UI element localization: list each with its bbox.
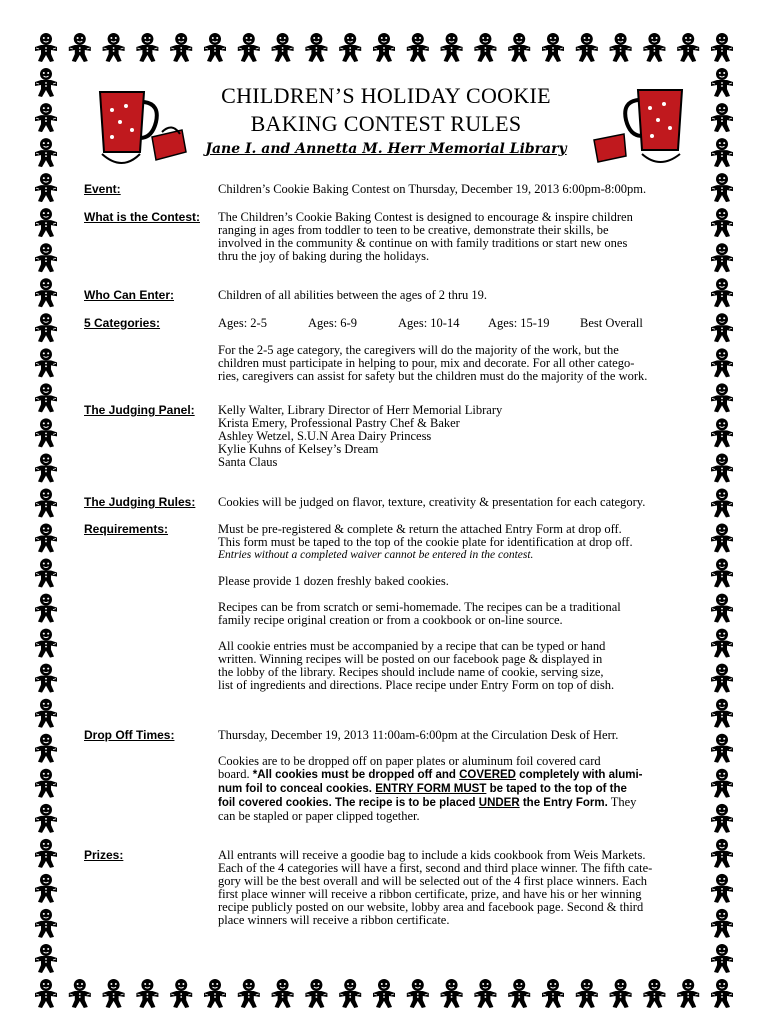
rules-label: The Judging Rules: [84, 495, 196, 509]
category-item: Ages: 2-5 [218, 316, 267, 330]
gingerbread-man-icon [711, 594, 733, 623]
gingerbread-man-icon [35, 699, 57, 728]
gingerbread-man-icon [711, 313, 733, 342]
gingerbread-man-icon [373, 979, 395, 1008]
gingerbread-man-icon [643, 33, 665, 62]
gingerbread-man-icon [677, 33, 699, 62]
gingerbread-man-icon [441, 979, 463, 1008]
prizes-line: gory will be the best overall and will be selected out of the 4 first place winners. Each [218, 874, 648, 888]
gingerbread-man-icon [35, 804, 57, 833]
gingerbread-man-icon [35, 839, 57, 868]
prizes-line: place winners will receive a ribbon certificate. [218, 913, 450, 927]
prizes-line: recipe publicly posted on our website, lobby area and facebook page. Second & third [218, 900, 644, 914]
requirements-label: Requirements: [84, 522, 169, 536]
prizes-label: Prizes: [84, 848, 124, 862]
gingerbread-man-icon [711, 348, 733, 377]
what-line: The Children’s Cookie Baking Contest is designed to encourage & inspire children [218, 210, 633, 224]
gingerbread-man-icon [711, 699, 733, 728]
dropoff-time: Thursday, December 19, 2013 11:00am-6:00pm at the Circulation Desk of Herr. [218, 728, 619, 742]
requirements-line: This form must be taped to the top of the cookie plate for identification at drop off. [218, 535, 633, 549]
dropoff-line: board. *All cookies must be dropped off and COVERED completely with alumi- [218, 767, 643, 781]
gingerbread-man-icon [711, 629, 733, 658]
gingerbread-man-icon [711, 418, 733, 447]
page-title-line1: CHILDREN’S HOLIDAY COOKIE [221, 83, 551, 108]
gingerbread-man-icon [305, 33, 327, 62]
what-label: What is the Contest: [84, 210, 200, 224]
gingerbread-man-icon [35, 559, 57, 588]
gingerbread-man-icon [711, 734, 733, 763]
gingerbread-man-icon [35, 33, 57, 62]
gingerbread-man-icon [35, 103, 57, 132]
prizes-line: first place winner will receive a ribbon certificate, prize, and have his or her winning [218, 887, 642, 901]
category-item: Ages: 6-9 [308, 316, 357, 330]
gingerbread-man-icon [711, 804, 733, 833]
dropoff-line: Cookies are to be dropped off on paper plates or aluminum foil covered card [218, 754, 601, 768]
requirements-line: Must be pre-registered & complete & return the attached Entry Form at drop off. [218, 522, 622, 536]
prizes-line: All entrants will receive a goodie bag to include a kids cookbook from Weis Markets. [218, 848, 646, 862]
gingerbread-man-icon [576, 979, 598, 1008]
gingerbread-man-icon [711, 243, 733, 272]
gingerbread-man-icon [407, 979, 429, 1008]
category-item: Ages: 15-19 [488, 316, 550, 330]
gingerbread-man-icon [508, 979, 530, 1008]
gingerbread-man-icon [69, 33, 91, 62]
gingerbread-man-icon [711, 909, 733, 938]
gingerbread-man-icon [35, 979, 57, 1008]
who-label: Who Can Enter: [84, 288, 174, 302]
gingerbread-man-icon [35, 769, 57, 798]
gingerbread-man-icon [103, 979, 125, 1008]
gingerbread-man-icon [35, 453, 57, 482]
gingerbread-man-icon [35, 243, 57, 272]
gingerbread-man-icon [272, 979, 294, 1008]
gingerbread-man-icon [576, 33, 598, 62]
categories-note-line: children must participate in helping to pour, mix and decorate. For all other catego- [218, 356, 635, 370]
what-line: ranging in ages from toddler to teen to be creative, demonstrate their skills, be [218, 223, 609, 237]
gingerbread-man-icon [136, 33, 158, 62]
categories-note-line: ries, caregivers can assist for safety but the children must do the majority of the work. [218, 369, 648, 383]
gingerbread-man-icon [35, 629, 57, 658]
gingerbread-man-icon [204, 33, 226, 62]
recipes-line: family recipe original creation or from a cookbook or on-line source. [218, 613, 563, 627]
panel-member: Kelly Walter, Library Director of Herr Memorial Library [218, 403, 503, 417]
gingerbread-man-icon [35, 664, 57, 693]
gingerbread-man-icon [305, 979, 327, 1008]
gingerbread-man-icon [103, 33, 125, 62]
waiver-note: Entries without a completed waiver cannot be entered in the contest. [218, 549, 534, 561]
gingerbread-man-icon [35, 524, 57, 553]
gingerbread-man-icon [35, 383, 57, 412]
library-name: Jane I. and Annetta M. Herr Memorial Library [205, 141, 567, 157]
dropoff-label: Drop Off Times: [84, 728, 175, 742]
gingerbread-man-icon [542, 33, 564, 62]
panel-member: Santa Claus [218, 455, 278, 469]
gingerbread-man-icon [610, 33, 632, 62]
gingerbread-man-icon [711, 979, 733, 1008]
gingerbread-man-icon [136, 979, 158, 1008]
gingerbread-man-icon [474, 979, 496, 1008]
gingerbread-man-icon [35, 944, 57, 973]
gingerbread-man-icon [35, 138, 57, 167]
dropoff-line: can be stapled or paper clipped together. [218, 809, 420, 823]
gingerbread-man-icon [35, 734, 57, 763]
gingerbread-man-icon [170, 979, 192, 1008]
categories-note-line: For the 2-5 age category, the caregivers will do the majority of the work, but the [218, 343, 619, 357]
gingerbread-man-icon [711, 559, 733, 588]
rules-text: Cookies will be judged on flavor, texture, creativity & presentation for each category. [218, 495, 646, 509]
gingerbread-man-icon [711, 524, 733, 553]
gingerbread-man-icon [542, 979, 564, 1008]
gingerbread-man-icon [474, 33, 496, 62]
gingerbread-man-icon [711, 769, 733, 798]
gingerbread-man-icon [711, 33, 733, 62]
gingerbread-man-icon [204, 979, 226, 1008]
gingerbread-man-icon [170, 33, 192, 62]
gingerbread-man-icon [711, 453, 733, 482]
event-label: Event: [84, 182, 121, 196]
gingerbread-man-icon [711, 874, 733, 903]
gingerbread-man-icon [508, 33, 530, 62]
gingerbread-man-icon [373, 33, 395, 62]
categories-label: 5 Categories: [84, 316, 161, 330]
gingerbread-man-icon [441, 33, 463, 62]
gingerbread-man-icon [711, 839, 733, 868]
gingerbread-man-icon [711, 278, 733, 307]
gingerbread-man-icon [35, 874, 57, 903]
panel-member: Krista Emery, Professional Pastry Chef & Baker [218, 416, 460, 430]
gingerbread-man-icon [711, 944, 733, 973]
gingerbread-man-icon [643, 979, 665, 1008]
requirements-dozen: Please provide 1 dozen freshly baked cookies. [218, 574, 449, 588]
what-line: involved in the community & continue on with family traditions or start new ones [218, 236, 628, 250]
panel-member: Ashley Wetzel, S.U.N Area Dairy Princess [218, 429, 432, 443]
gingerbread-man-icon [35, 208, 57, 237]
entries-line: All cookie entries must be accompanied by a recipe that can be typed or hand [218, 639, 606, 653]
gingerbread-man-icon [677, 979, 699, 1008]
gingerbread-man-icon [339, 33, 361, 62]
gingerbread-man-icon [35, 278, 57, 307]
event-text: Children’s Cookie Baking Contest on Thursday, December 19, 2013 6:00pm-8:00pm. [218, 182, 647, 196]
panel-label: The Judging Panel: [84, 403, 195, 417]
gingerbread-man-icon [238, 979, 260, 1008]
gingerbread-man-icon [711, 383, 733, 412]
gingerbread-man-icon [35, 594, 57, 623]
gingerbread-man-icon [711, 173, 733, 202]
gingerbread-man-icon [35, 909, 57, 938]
dropoff-line: num foil to conceal cookies. ENTRY FORM MUST be taped to the top of the [218, 783, 627, 795]
gingerbread-man-icon [35, 313, 57, 342]
entries-line: the lobby of the library. Recipes should include name of cookie, serving size, [218, 665, 604, 679]
page-title-line2: BAKING CONTEST RULES [250, 111, 522, 136]
gingerbread-man-icon [69, 979, 91, 1008]
gingerbread-man-icon [407, 33, 429, 62]
entries-line: written. Winning recipes will be posted on our facebook page & displayed in [218, 652, 603, 666]
gingerbread-man-icon [711, 103, 733, 132]
gingerbread-man-icon [711, 208, 733, 237]
gingerbread-man-icon [35, 488, 57, 517]
gingerbread-man-icon [35, 348, 57, 377]
gingerbread-man-icon [610, 979, 632, 1008]
gingerbread-man-icon [35, 68, 57, 97]
rules-page [76, 72, 696, 962]
gingerbread-man-icon [35, 173, 57, 202]
what-line: thru the joy of baking during the holidays. [218, 249, 430, 263]
gingerbread-man-icon [711, 488, 733, 517]
recipes-line: Recipes can be from scratch or semi-homemade. The recipes can be a traditional [218, 600, 621, 614]
prizes-line: Each of the 4 categories will have a first, second and third place winner. The fifth cate- [218, 861, 653, 875]
category-item: Ages: 10-14 [398, 316, 460, 330]
gingerbread-man-icon [711, 138, 733, 167]
gingerbread-man-icon [711, 68, 733, 97]
entries-line: list of ingredients and directions. Place recipe under Entry Form on top of dish. [218, 678, 615, 692]
category-item: Best Overall [580, 316, 643, 330]
gingerbread-man-icon [711, 664, 733, 693]
who-text: Children of all abilities between the ages of 2 thru 19. [218, 288, 488, 302]
gingerbread-man-icon [238, 33, 260, 62]
gingerbread-man-icon [339, 979, 361, 1008]
gingerbread-man-icon [35, 418, 57, 447]
gingerbread-man-icon [272, 33, 294, 62]
panel-member: Kylie Kuhns of Kelsey’s Dream [218, 442, 379, 456]
dropoff-line: foil covered cookies. The recipe is to be placed UNDER the Entry Form. They [218, 795, 637, 809]
